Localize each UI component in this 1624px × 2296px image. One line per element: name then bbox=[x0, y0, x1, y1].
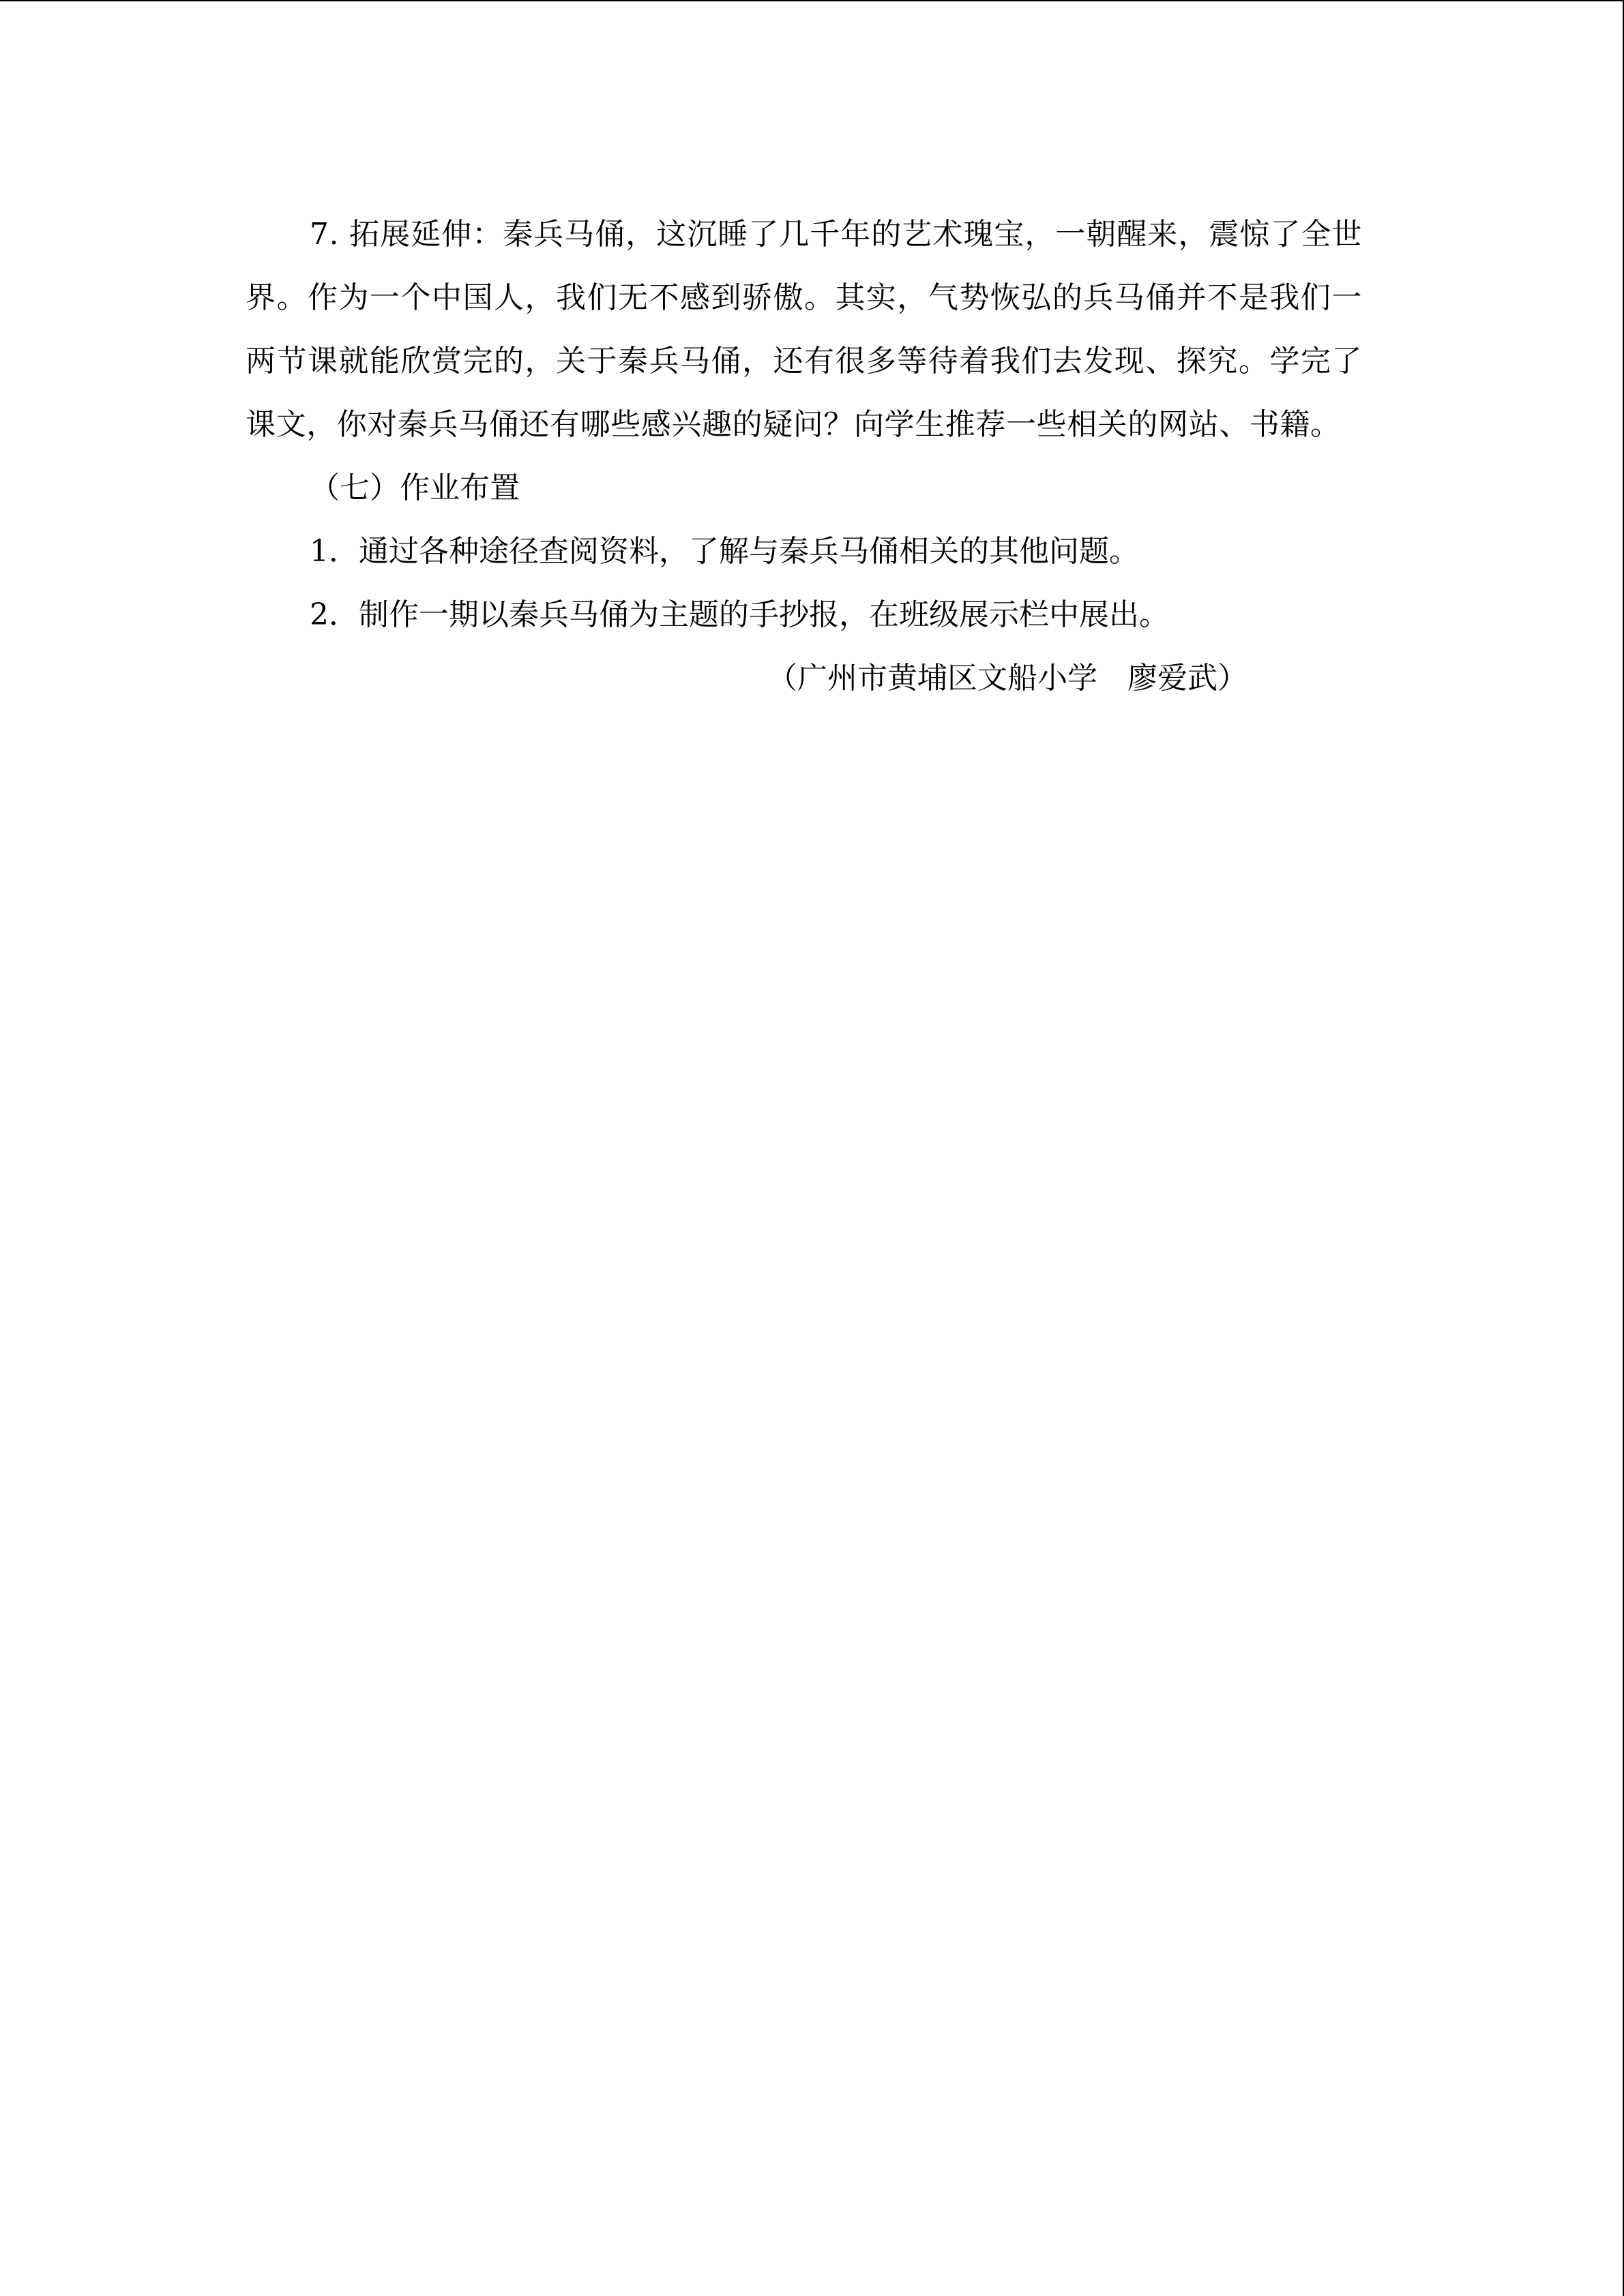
author-signature: （广州市黄埔区文船小学 廖爱武） bbox=[767, 661, 1247, 696]
extension-paragraph: 7. 拓展延伸：秦兵马俑，这沉睡了几千年的艺术瑰宝，一朝醒来，震惊了全世界。作为一个中国人，我们无不感到骄傲。其实，气势恢弘的兵马俑并不是我们一两节课就能欣赏完的，关于秦兵马俑，还有很多等待着我们去发现、探究。学完了课文，你对秦兵马俑还有哪些感兴趣的疑问？向学生推荐一些相关的网站、书籍。 bbox=[246, 217, 1362, 442]
homework-item-2: 2．制作一期以秦兵马俑为主题的手抄报，在班级展示栏中展出。 bbox=[310, 597, 1169, 632]
homework-item-1: 1．通过各种途径查阅资料，了解与秦兵马俑相关的其他问题。 bbox=[310, 534, 1139, 569]
page-content bbox=[246, 203, 1362, 710]
homework-heading: （七）作业布置 bbox=[310, 471, 520, 505]
